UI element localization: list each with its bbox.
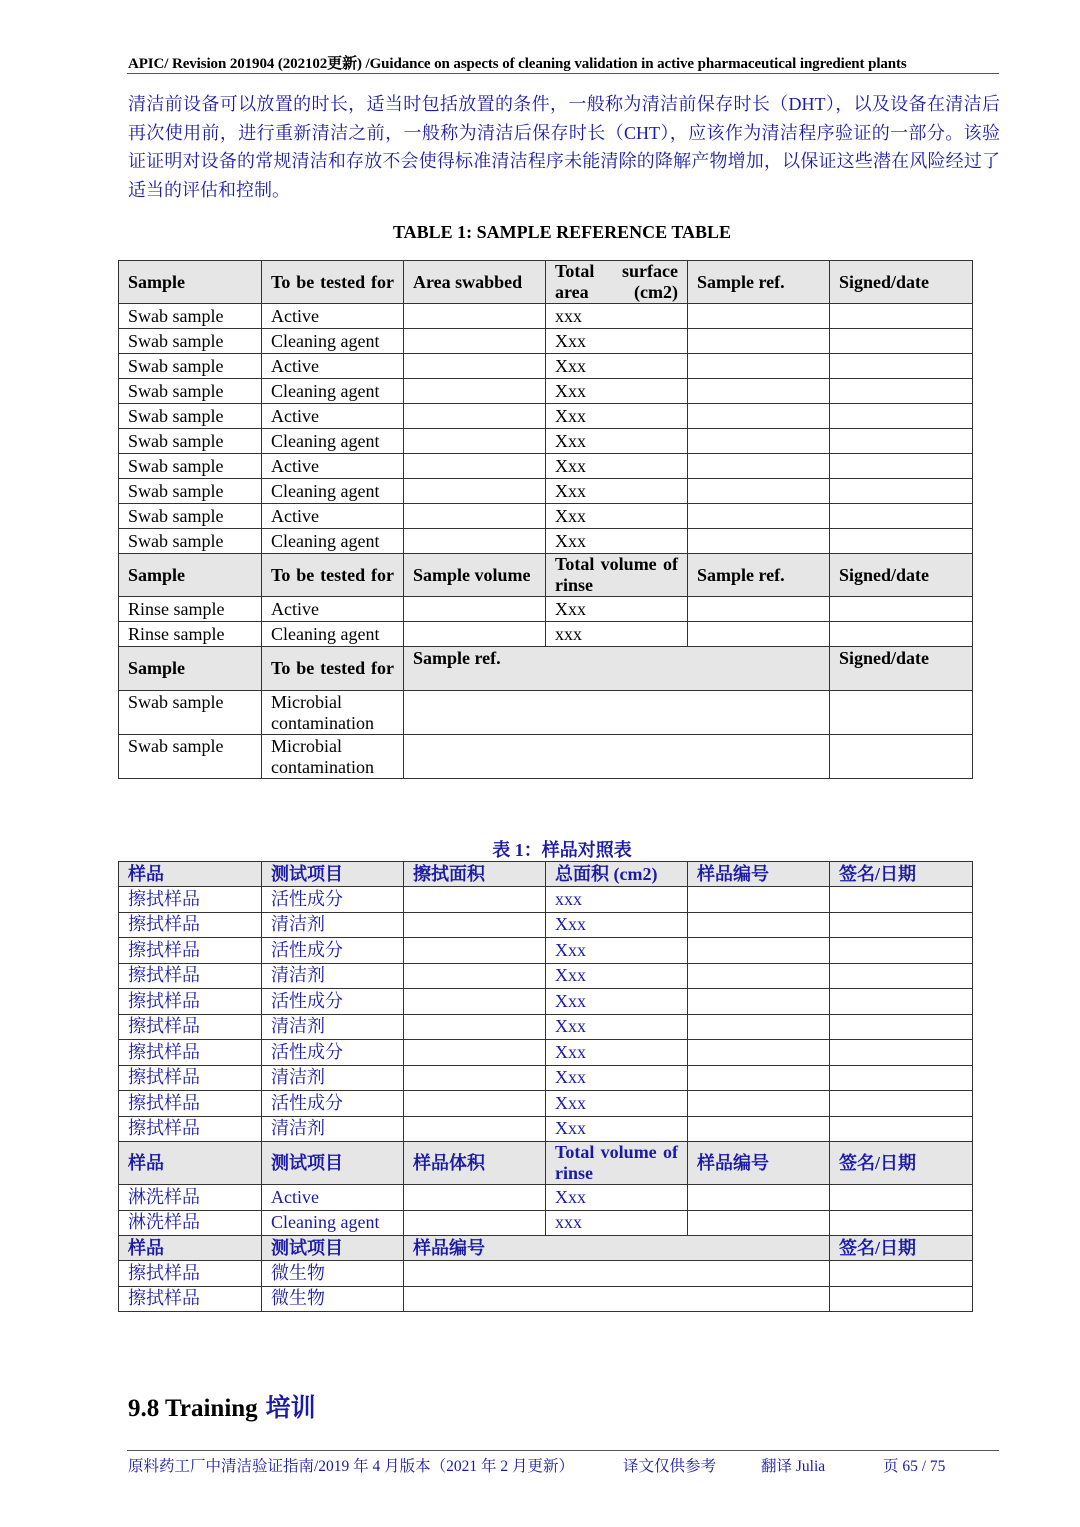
header-sample-ref: Sample ref. [688, 261, 830, 304]
cell-sample: 淋洗样品 [119, 1185, 262, 1211]
header-col3: 样品体积 [404, 1142, 546, 1185]
table-row [119, 1261, 973, 1287]
cell-col4: Xxx [546, 912, 688, 938]
footer-doc-title: 原料药工厂中清洁验证指南/2019 年 4 月版本（2021 年 2 月更新） [128, 1458, 575, 1475]
cell-signed-date [830, 1091, 973, 1117]
cell-sample-ref [688, 1116, 830, 1142]
cell-col4: Xxx [546, 479, 688, 504]
cell-signed-date [830, 622, 973, 647]
table-row [119, 404, 973, 429]
cell-sample-ref [404, 691, 830, 735]
header-signed-date: Signed/date [830, 261, 973, 304]
cell-sample-ref [688, 1210, 830, 1236]
table-row [119, 504, 973, 529]
cell-signed-date [830, 735, 973, 779]
header-tested-for: To be tested for [262, 647, 404, 691]
header-sample-ref: 样品编号 [688, 862, 830, 887]
header-tested-for: To be tested for [262, 261, 404, 304]
cell-sample: Swab sample [119, 504, 262, 529]
cell-sample: 擦拭样品 [119, 963, 262, 989]
header-sample-ref: Sample ref. [688, 554, 830, 597]
cell-sample: Swab sample [119, 529, 262, 554]
cell-col3 [404, 304, 546, 329]
cell-col4: Xxx [546, 454, 688, 479]
header-tested-for: 测试项目 [262, 1142, 404, 1185]
cell-signed-date [830, 1261, 973, 1287]
cell-sample: Rinse sample [119, 622, 262, 647]
cell-tested-for: 清洁剂 [262, 1014, 404, 1040]
header-sample: 样品 [119, 1142, 262, 1185]
table-header-row [119, 1142, 973, 1185]
cell-sample: Swab sample [119, 735, 262, 779]
table-row [119, 1210, 973, 1236]
table-row [119, 329, 973, 354]
cell-col4: xxx [546, 887, 688, 913]
cell-col3 [404, 504, 546, 529]
cell-col3 [404, 429, 546, 454]
header-tested-for: 测试项目 [262, 862, 404, 887]
table-row [119, 691, 973, 735]
cell-tested-for: 清洁剂 [262, 912, 404, 938]
cell-sample: Rinse sample [119, 597, 262, 622]
cell-tested-for: Microbial contamination [262, 691, 404, 735]
cell-tested-for: Cleaning agent [262, 329, 404, 354]
table-row [119, 938, 973, 964]
cell-signed-date [830, 1040, 973, 1066]
cell-sample-ref [688, 887, 830, 913]
cell-tested-for: 活性成分 [262, 938, 404, 964]
cell-tested-for: Active [262, 1185, 404, 1211]
cell-col3 [404, 1040, 546, 1066]
cell-sample: Swab sample [119, 404, 262, 429]
cell-sample-ref [404, 1286, 830, 1312]
cell-col4: Xxx [546, 429, 688, 454]
cell-signed-date [830, 354, 973, 379]
cell-col4: Xxx [546, 329, 688, 354]
table-row [119, 379, 973, 404]
cell-sample: 擦拭样品 [119, 1261, 262, 1287]
table-header-row [119, 554, 973, 597]
cell-signed-date [830, 529, 973, 554]
table-row [119, 1065, 973, 1091]
header-divider [127, 73, 999, 74]
cell-tested-for: Cleaning agent [262, 622, 404, 647]
table-row [119, 1185, 973, 1211]
cell-sample-ref [688, 354, 830, 379]
header-sample: Sample [119, 261, 262, 304]
table-row [119, 429, 973, 454]
cell-signed-date [830, 989, 973, 1015]
cell-signed-date [830, 454, 973, 479]
cell-tested-for: 清洁剂 [262, 963, 404, 989]
cell-col3 [404, 454, 546, 479]
cell-col4: Xxx [546, 1091, 688, 1117]
cell-col4: Xxx [546, 379, 688, 404]
header-sample: Sample [119, 554, 262, 597]
cell-tested-for: Active [262, 354, 404, 379]
cell-tested-for: 活性成分 [262, 887, 404, 913]
cell-sample: Swab sample [119, 329, 262, 354]
cell-col4: Xxx [546, 989, 688, 1015]
header-col4: 总面积 (cm2) [546, 862, 688, 887]
table-header-row [119, 1236, 973, 1261]
header-sample-ref: Sample ref. [404, 647, 830, 691]
table-row [119, 887, 973, 913]
cell-col3 [404, 963, 546, 989]
cell-sample-ref [688, 938, 830, 964]
cell-sample: 擦拭样品 [119, 887, 262, 913]
sample-reference-table-en [118, 260, 973, 779]
sample-reference-table-zh [118, 861, 973, 1312]
cell-col4: Xxx [546, 1065, 688, 1091]
cell-signed-date [830, 429, 973, 454]
cell-col3 [404, 938, 546, 964]
cell-sample-ref [688, 1185, 830, 1211]
table-row [119, 912, 973, 938]
cell-col4: Xxx [546, 404, 688, 429]
cell-tested-for: 活性成分 [262, 989, 404, 1015]
cell-sample: Swab sample [119, 379, 262, 404]
header-sample: 样品 [119, 862, 262, 887]
header-sample-ref: 样品编号 [404, 1236, 830, 1261]
cell-tested-for: 清洁剂 [262, 1116, 404, 1142]
cell-col3 [404, 1014, 546, 1040]
cell-signed-date [830, 912, 973, 938]
cell-signed-date [830, 1014, 973, 1040]
cell-sample-ref [688, 1040, 830, 1066]
section-title-zh: 培训 [265, 1395, 316, 1422]
cell-tested-for: Active [262, 504, 404, 529]
cell-tested-for: Active [262, 454, 404, 479]
table-row [119, 597, 973, 622]
cell-col4: Xxx [546, 1014, 688, 1040]
cell-tested-for: 活性成分 [262, 1040, 404, 1066]
cell-col3 [404, 597, 546, 622]
cell-sample: Swab sample [119, 304, 262, 329]
table-row [119, 479, 973, 504]
header-col3: Sample volume [404, 554, 546, 597]
table-row [119, 454, 973, 479]
cell-sample-ref [688, 329, 830, 354]
header-signed-date: Signed/date [830, 647, 973, 691]
cell-col3 [404, 329, 546, 354]
cell-col4: Xxx [546, 1185, 688, 1211]
cell-sample-ref [688, 304, 830, 329]
cell-sample: 擦拭样品 [119, 1040, 262, 1066]
cell-sample-ref [404, 735, 830, 779]
header-signed-date: 签名/日期 [830, 1236, 973, 1261]
intro-paragraph: 清洁前设备可以放置的时长，适当时包括放置的条件，一般称为清洁前保存时长（DHT），以及设备在清洁后再次使用前，进行重新清洁之前，一般称为清洁后保存时长（CHT），应该作为清洁程序验证的一部分。该验证证明对设备的常规清洁和存放不会使得标准清洁程序未能清除的降解产物增加，以保证这些潜在风险经过了适当的评估和控制。 [128, 94, 1000, 200]
cell-col4: Xxx [546, 504, 688, 529]
table-row [119, 354, 973, 379]
table-header-row [119, 647, 973, 691]
cell-tested-for: Cleaning agent [262, 379, 404, 404]
header-tested-for: 测试项目 [262, 1236, 404, 1261]
cell-col4: Xxx [546, 354, 688, 379]
table-header-row [119, 862, 973, 887]
cell-col3 [404, 529, 546, 554]
cell-sample: Swab sample [119, 429, 262, 454]
cell-col4: xxx [546, 622, 688, 647]
cell-sample: Swab sample [119, 691, 262, 735]
cell-sample: 擦拭样品 [119, 1014, 262, 1040]
cell-sample-ref [688, 404, 830, 429]
cell-sample: 擦拭样品 [119, 989, 262, 1015]
cell-tested-for: 微生物 [262, 1261, 404, 1287]
cell-col4: Xxx [546, 597, 688, 622]
cell-sample-ref [688, 529, 830, 554]
header-col3: 擦拭面积 [404, 862, 546, 887]
cell-col3 [404, 354, 546, 379]
cell-sample-ref [688, 454, 830, 479]
header-sample-ref: 样品编号 [688, 1142, 830, 1185]
page-footer [128, 1454, 945, 1476]
cell-sample: 擦拭样品 [119, 1116, 262, 1142]
cell-sample: 擦拭样品 [119, 938, 262, 964]
table-caption-en: TABLE 1: SAMPLE REFERENCE TABLE [392, 222, 732, 242]
cell-tested-for: 清洁剂 [262, 1065, 404, 1091]
cell-signed-date [830, 1065, 973, 1091]
cell-tested-for: 活性成分 [262, 1091, 404, 1117]
cell-signed-date [830, 887, 973, 913]
cell-col3 [404, 887, 546, 913]
header-sample: 样品 [119, 1236, 262, 1261]
cell-sample-ref [688, 1014, 830, 1040]
cell-tested-for: Cleaning agent [262, 429, 404, 454]
table-row [119, 1091, 973, 1117]
cell-col4: Xxx [546, 529, 688, 554]
cell-sample-ref [688, 912, 830, 938]
header-col4: Total surface area (cm2) [546, 261, 688, 304]
cell-sample: 淋洗样品 [119, 1210, 262, 1236]
cell-sample: Swab sample [119, 454, 262, 479]
cell-tested-for: Cleaning agent [262, 529, 404, 554]
cell-sample-ref [688, 429, 830, 454]
cell-signed-date [830, 1185, 973, 1211]
cell-signed-date [830, 1286, 973, 1312]
table-row [119, 1040, 973, 1066]
cell-signed-date [830, 479, 973, 504]
cell-sample-ref [688, 597, 830, 622]
cell-col4: xxx [546, 1210, 688, 1236]
cell-col4: Xxx [546, 1040, 688, 1066]
footer-disclaimer: 译文仅供参考 [623, 1458, 717, 1475]
table-row [119, 622, 973, 647]
cell-sample-ref [688, 989, 830, 1015]
table-row [119, 735, 973, 779]
cell-sample: 擦拭样品 [119, 912, 262, 938]
cell-col3 [404, 622, 546, 647]
cell-signed-date [830, 597, 973, 622]
cell-signed-date [830, 504, 973, 529]
cell-sample-ref [688, 622, 830, 647]
table-row [119, 529, 973, 554]
header-col4: Total volume of rinse [546, 554, 688, 597]
running-header: APIC/ Revision 201904 (202102更新) /Guidance on aspects of cleaning validation in active pharmaceutical ingredient plants [128, 56, 907, 72]
cell-signed-date [830, 938, 973, 964]
cell-signed-date [830, 404, 973, 429]
cell-tested-for: 微生物 [262, 1286, 404, 1312]
cell-tested-for: Cleaning agent [262, 1210, 404, 1236]
footer-page-number: 页 65 / 75 [883, 1458, 946, 1475]
cell-sample: Swab sample [119, 479, 262, 504]
cell-sample: 擦拭样品 [119, 1091, 262, 1117]
table-row [119, 1286, 973, 1312]
cell-sample: 擦拭样品 [119, 1065, 262, 1091]
cell-col4: Xxx [546, 938, 688, 964]
cell-tested-for: Active [262, 304, 404, 329]
section-title-en: 9.8 Training [128, 1395, 258, 1422]
footer-divider [127, 1450, 999, 1451]
cell-sample-ref [688, 1065, 830, 1091]
cell-col3 [404, 989, 546, 1015]
cell-signed-date [830, 329, 973, 354]
cell-col3 [404, 912, 546, 938]
cell-col3 [404, 404, 546, 429]
table-row [119, 963, 973, 989]
cell-col4: Xxx [546, 1116, 688, 1142]
cell-tested-for: Active [262, 597, 404, 622]
header-col3: Area swabbed [404, 261, 546, 304]
cell-col3 [404, 1091, 546, 1117]
table-row [119, 1116, 973, 1142]
header-col4: Total volume of rinse [546, 1142, 688, 1185]
cell-col4: Xxx [546, 963, 688, 989]
header-signed-date: Signed/date [830, 554, 973, 597]
cell-tested-for: Microbial contamination [262, 735, 404, 779]
cell-signed-date [830, 691, 973, 735]
cell-col3 [404, 1065, 546, 1091]
cell-tested-for: Active [262, 404, 404, 429]
section-heading [128, 1388, 316, 1424]
cell-sample-ref [404, 1261, 830, 1287]
table-header-row [119, 261, 973, 304]
footer-translator: 翻译 Julia [761, 1458, 826, 1475]
cell-signed-date [830, 963, 973, 989]
table-row [119, 1014, 973, 1040]
cell-col3 [404, 379, 546, 404]
cell-sample-ref [688, 1091, 830, 1117]
cell-sample-ref [688, 504, 830, 529]
cell-col4: xxx [546, 304, 688, 329]
cell-sample: Swab sample [119, 354, 262, 379]
table-row [119, 989, 973, 1015]
cell-signed-date [830, 304, 973, 329]
header-signed-date: 签名/日期 [830, 1142, 973, 1185]
table-row [119, 304, 973, 329]
cell-signed-date [830, 1116, 973, 1142]
cell-sample-ref [688, 963, 830, 989]
cell-col3 [404, 1210, 546, 1236]
cell-col3 [404, 1185, 546, 1211]
header-signed-date: 签名/日期 [830, 862, 973, 887]
cell-col3 [404, 1116, 546, 1142]
cell-sample-ref [688, 379, 830, 404]
cell-signed-date [830, 1210, 973, 1236]
cell-sample-ref [688, 479, 830, 504]
header-tested-for: To be tested for [262, 554, 404, 597]
cell-signed-date [830, 379, 973, 404]
table-caption-zh: 表 1：样品对照表 [492, 840, 632, 860]
header-sample: Sample [119, 647, 262, 691]
cell-sample: 擦拭样品 [119, 1286, 262, 1312]
cell-col3 [404, 479, 546, 504]
cell-tested-for: Cleaning agent [262, 479, 404, 504]
